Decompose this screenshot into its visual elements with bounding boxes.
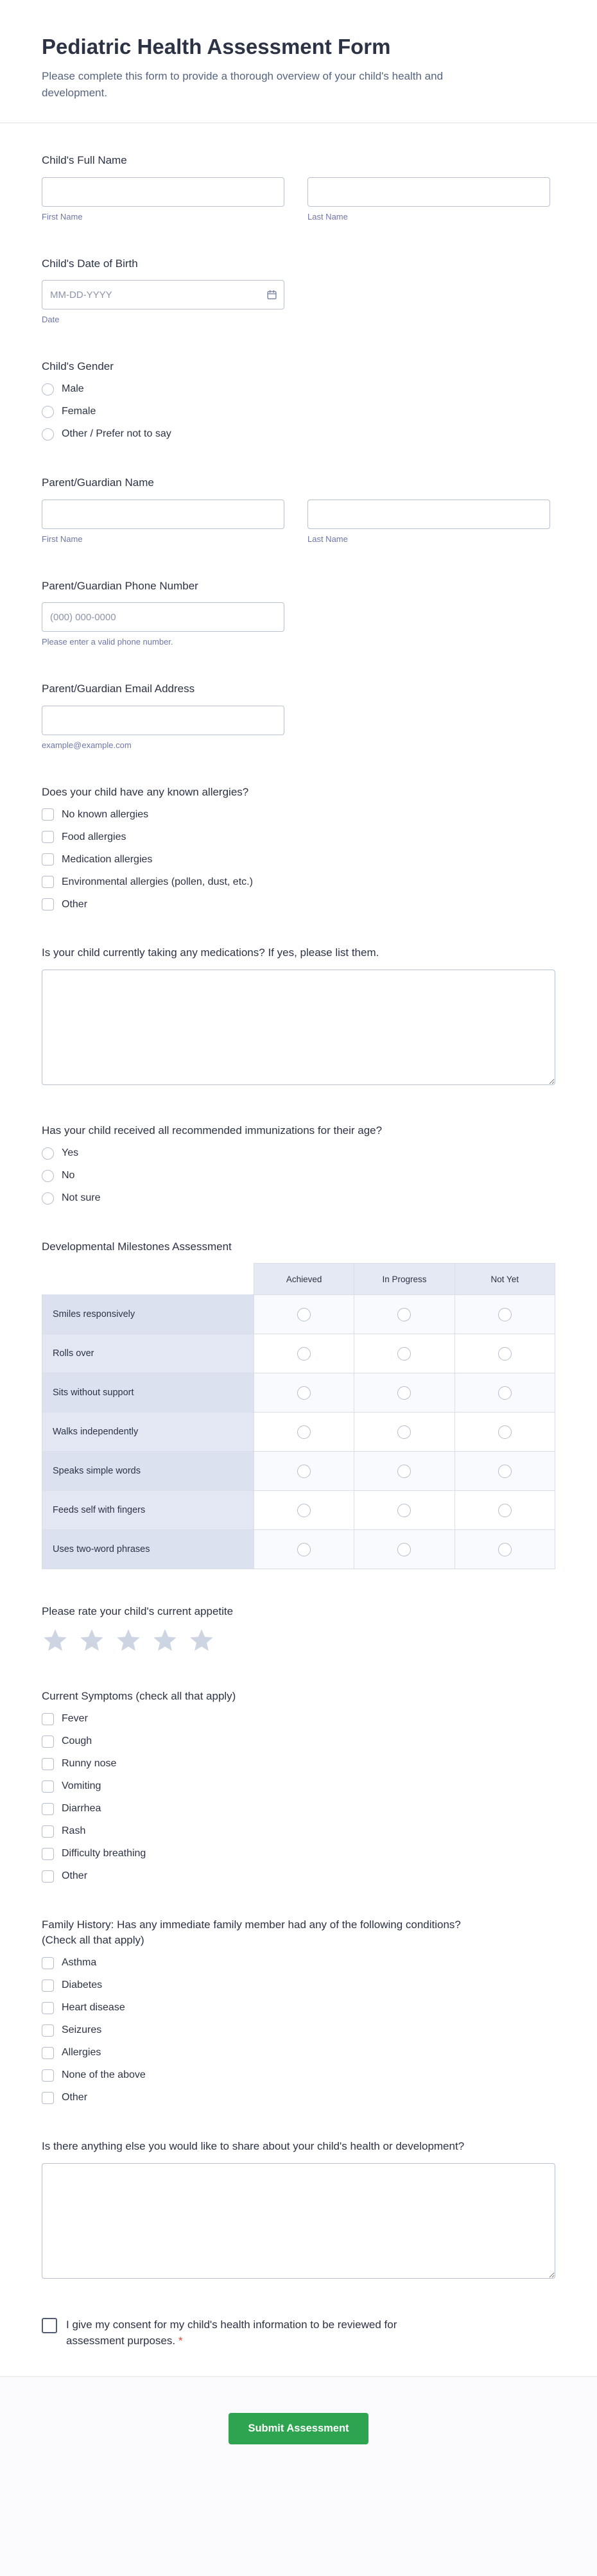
field-parent-name	[42, 475, 555, 544]
checkbox-icon[interactable]	[42, 1848, 54, 1860]
option-label: Food allergies	[62, 831, 126, 842]
page-subtitle: Please complete this form to provide a thorough overview of your child's health and development.	[42, 70, 444, 99]
star-icon[interactable]	[42, 1628, 69, 1654]
checkbox-icon[interactable]	[42, 1780, 54, 1793]
consent-label: I give my consent for my child's health information to be reviewed for assessment purposes. *	[66, 2318, 397, 2347]
required-asterisk: *	[178, 2335, 183, 2347]
symptom-option[interactable]	[42, 1713, 555, 1725]
option-label: Environmental allergies (pollen, dust, etc.)	[62, 876, 253, 887]
field-child-full-name	[42, 153, 555, 222]
milestone-radio-not-yet[interactable]	[498, 1386, 512, 1400]
milestone-radio-achieved[interactable]	[297, 1425, 311, 1439]
milestone-radio-in-progress[interactable]	[397, 1308, 411, 1321]
table-row	[42, 1530, 555, 1569]
family-history-option[interactable]	[42, 2024, 555, 2037]
email-sublabel: example@example.com	[42, 740, 132, 750]
option-label: Other / Prefer not to say	[62, 428, 171, 440]
gender-option-female[interactable]	[42, 406, 555, 418]
parent-name-label: Parent/Guardian Name	[42, 476, 154, 489]
option-label: Male	[62, 383, 84, 395]
dob-input[interactable]	[42, 280, 284, 309]
milestone-radio-achieved[interactable]	[297, 1504, 311, 1517]
milestone-row-label: Walks independently	[42, 1413, 254, 1452]
field-medications	[42, 945, 555, 1088]
option-label: Cough	[62, 1736, 92, 1747]
immunization-option-yes[interactable]	[42, 1147, 555, 1160]
symptoms-label: Current Symptoms (check all that apply)	[42, 1690, 236, 1703]
star-icon[interactable]	[188, 1628, 215, 1654]
submit-button[interactable]: Submit Assessment	[229, 2413, 368, 2444]
gender-label: Child's Gender	[42, 360, 114, 373]
dob-sublabel: Date	[42, 315, 60, 325]
additional-info-label: Is there anything else you would like to share about your child's health or development?	[42, 2139, 465, 2152]
gender-option-other[interactable]	[42, 428, 555, 440]
checkbox-icon[interactable]	[42, 1980, 54, 1992]
radio-button-icon[interactable]	[42, 1147, 54, 1160]
checkbox-icon[interactable]	[42, 808, 54, 821]
checkbox-icon[interactable]	[42, 1825, 54, 1838]
milestone-radio-achieved[interactable]	[297, 1386, 311, 1400]
checkbox-icon[interactable]	[42, 876, 54, 888]
phone-input[interactable]	[42, 602, 284, 632]
milestone-radio-not-yet[interactable]	[498, 1425, 512, 1439]
option-label: Other	[62, 898, 88, 910]
checkbox-icon[interactable]	[42, 2002, 54, 2014]
field-child-gender	[42, 359, 555, 440]
symptom-option[interactable]	[42, 1736, 555, 1748]
checkbox-icon[interactable]	[42, 2069, 54, 2082]
table-row	[42, 1373, 555, 1413]
child-last-name-input[interactable]	[307, 177, 550, 207]
form-body	[42, 153, 555, 2376]
table-row	[42, 1334, 555, 1373]
medications-textarea[interactable]	[42, 970, 555, 1085]
family-history-option[interactable]	[42, 2047, 555, 2059]
field-symptoms	[42, 1689, 555, 1883]
checkbox-icon[interactable]	[42, 2047, 54, 2059]
table-row	[42, 1491, 555, 1530]
additional-info-textarea[interactable]	[42, 2163, 555, 2279]
radio-button-icon[interactable]	[42, 1192, 54, 1205]
checkbox-icon[interactable]	[42, 831, 54, 843]
parent-last-name-input[interactable]	[307, 500, 550, 529]
milestone-radio-achieved[interactable]	[297, 1465, 311, 1478]
checkbox-icon[interactable]	[42, 1758, 54, 1770]
milestone-radio-not-yet[interactable]	[498, 1347, 512, 1361]
submit-section	[0, 2376, 597, 2576]
child-first-name-sublabel: First Name	[42, 211, 83, 222]
milestone-radio-not-yet[interactable]	[498, 1465, 512, 1478]
matrix-corner-cell	[42, 1264, 254, 1295]
page-title: Pediatric Health Assessment Form	[42, 35, 391, 58]
field-parent-phone	[42, 579, 555, 647]
milestone-radio-in-progress[interactable]	[397, 1543, 411, 1556]
matrix-column-header: Not Yet	[454, 1264, 555, 1295]
milestone-row-label: Sits without support	[42, 1373, 254, 1413]
option-label: Diabetes	[62, 1980, 103, 1991]
checkbox-icon[interactable]	[42, 1870, 54, 1883]
radio-button-icon[interactable]	[42, 428, 54, 440]
option-label: Medication allergies	[62, 853, 153, 865]
option-label: No	[62, 1170, 75, 1181]
option-label: Not sure	[62, 1192, 101, 1204]
field-immunizations	[42, 1123, 555, 1205]
symptom-option[interactable]	[42, 1758, 555, 1770]
milestone-radio-in-progress[interactable]	[397, 1465, 411, 1478]
child-last-name-sublabel: Last Name	[307, 211, 348, 222]
milestone-radio-in-progress[interactable]	[397, 1347, 411, 1361]
option-label: Asthma	[62, 1957, 97, 1969]
table-row	[42, 1452, 555, 1491]
email-label: Parent/Guardian Email Address	[42, 683, 195, 695]
milestone-radio-achieved[interactable]	[297, 1347, 311, 1361]
radio-button-icon[interactable]	[42, 1170, 54, 1182]
family-history-option[interactable]	[42, 2069, 555, 2082]
field-child-dob	[42, 256, 555, 325]
field-parent-email	[42, 681, 555, 750]
parent-first-name-input[interactable]	[42, 500, 284, 529]
milestone-row-label: Rolls over	[42, 1334, 254, 1373]
milestone-radio-not-yet[interactable]	[498, 1543, 512, 1556]
matrix-column-header: In Progress	[354, 1264, 454, 1295]
option-label: None of the above	[62, 2069, 146, 2081]
milestone-row-label: Feeds self with fingers	[42, 1491, 254, 1530]
allergy-option[interactable]	[42, 853, 555, 866]
calendar-icon[interactable]	[266, 290, 277, 300]
milestone-row-label: Uses two-word phrases	[42, 1530, 254, 1569]
field-milestones	[42, 1239, 555, 1570]
field-allergies	[42, 785, 555, 911]
immunizations-label: Has your child received all recommended immunizations for their age?	[42, 1124, 383, 1137]
checkbox-icon[interactable]	[42, 1957, 54, 1969]
field-family-history	[42, 1917, 555, 2104]
checkbox-icon[interactable]	[42, 898, 54, 910]
table-row	[42, 1295, 555, 1334]
medications-label: Is your child currently taking any medications? If yes, please list them.	[42, 946, 379, 959]
option-label: No known allergies	[62, 808, 149, 820]
option-label: Female	[62, 406, 96, 417]
milestones-table	[42, 1263, 555, 1569]
checkbox-icon[interactable]	[42, 2024, 54, 2037]
option-label: Other	[62, 2092, 88, 2103]
allergy-option[interactable]	[42, 898, 555, 910]
child-first-name-input[interactable]	[42, 177, 284, 207]
option-label: Heart disease	[62, 2002, 125, 2014]
checkbox-icon[interactable]	[42, 853, 54, 866]
symptom-option[interactable]	[42, 1848, 555, 1860]
symptom-option[interactable]	[42, 1803, 555, 1815]
field-additional-info	[42, 2139, 555, 2282]
star-icon[interactable]	[151, 1628, 178, 1654]
option-label: Difficulty breathing	[62, 1848, 146, 1859]
radio-button-icon[interactable]	[42, 383, 54, 396]
family-history-label: Family History: Has any immediate family member had any of the following conditions? (Check all that apply)	[42, 1918, 461, 1947]
milestone-radio-in-progress[interactable]	[397, 1386, 411, 1400]
child-name-label: Child's Full Name	[42, 154, 127, 166]
milestone-radio-not-yet[interactable]	[498, 1308, 512, 1321]
milestone-radio-in-progress[interactable]	[397, 1425, 411, 1439]
option-label: Runny nose	[62, 1758, 117, 1770]
gender-option-male[interactable]	[42, 383, 555, 396]
allergy-option[interactable]	[42, 876, 555, 888]
symptom-option[interactable]	[42, 1825, 555, 1838]
option-label: Other	[62, 1870, 88, 1882]
option-label: Yes	[62, 1147, 79, 1159]
field-consent[interactable]	[42, 2317, 555, 2349]
option-label: Diarrhea	[62, 1803, 101, 1815]
milestone-row-label: Smiles responsively	[42, 1295, 254, 1334]
appetite-label: Please rate your child's current appetite	[42, 1605, 234, 1618]
star-icon[interactable]	[115, 1628, 142, 1654]
symptom-option[interactable]	[42, 1870, 555, 1883]
immunization-option-no[interactable]	[42, 1170, 555, 1182]
email-input[interactable]	[42, 706, 284, 735]
radio-button-icon[interactable]	[42, 406, 54, 418]
family-history-option[interactable]	[42, 2002, 555, 2014]
milestone-radio-achieved[interactable]	[297, 1543, 311, 1556]
parent-first-name-sublabel: First Name	[42, 534, 83, 544]
milestone-radio-in-progress[interactable]	[397, 1504, 411, 1517]
matrix-column-header: Achieved	[254, 1264, 354, 1295]
star-icon[interactable]	[78, 1628, 105, 1654]
option-label: Rash	[62, 1825, 86, 1837]
table-row	[42, 1413, 555, 1452]
option-label: Seizures	[62, 2024, 102, 2036]
milestone-row-label: Speaks simple words	[42, 1452, 254, 1491]
checkbox-icon[interactable]	[42, 2092, 54, 2104]
consent-checkbox[interactable]	[42, 2318, 57, 2333]
family-history-option[interactable]	[42, 2092, 555, 2104]
allergies-label: Does your child have any known allergies?	[42, 785, 249, 798]
phone-sublabel: Please enter a valid phone number.	[42, 637, 173, 647]
milestones-label: Developmental Milestones Assessment	[42, 1240, 232, 1253]
immunization-option-not-sure[interactable]	[42, 1192, 555, 1205]
family-history-option[interactable]	[42, 1957, 555, 1969]
option-label: Fever	[62, 1713, 88, 1725]
checkbox-icon[interactable]	[42, 1713, 54, 1725]
milestone-radio-not-yet[interactable]	[498, 1504, 512, 1517]
checkbox-icon[interactable]	[42, 1803, 54, 1815]
form-header	[42, 0, 555, 123]
field-appetite	[42, 1604, 555, 1654]
milestone-radio-achieved[interactable]	[297, 1308, 311, 1321]
phone-label: Parent/Guardian Phone Number	[42, 579, 198, 592]
family-history-option[interactable]	[42, 1980, 555, 1992]
appetite-star-rating	[42, 1628, 555, 1654]
parent-last-name-sublabel: Last Name	[307, 534, 348, 544]
allergy-option[interactable]	[42, 808, 555, 821]
option-label: Vomiting	[62, 1780, 101, 1792]
allergy-option[interactable]	[42, 831, 555, 843]
symptom-option[interactable]	[42, 1780, 555, 1793]
dob-label: Child's Date of Birth	[42, 257, 138, 270]
checkbox-icon[interactable]	[42, 1736, 54, 1748]
table-header-row	[42, 1264, 555, 1295]
option-label: Allergies	[62, 2047, 101, 2058]
